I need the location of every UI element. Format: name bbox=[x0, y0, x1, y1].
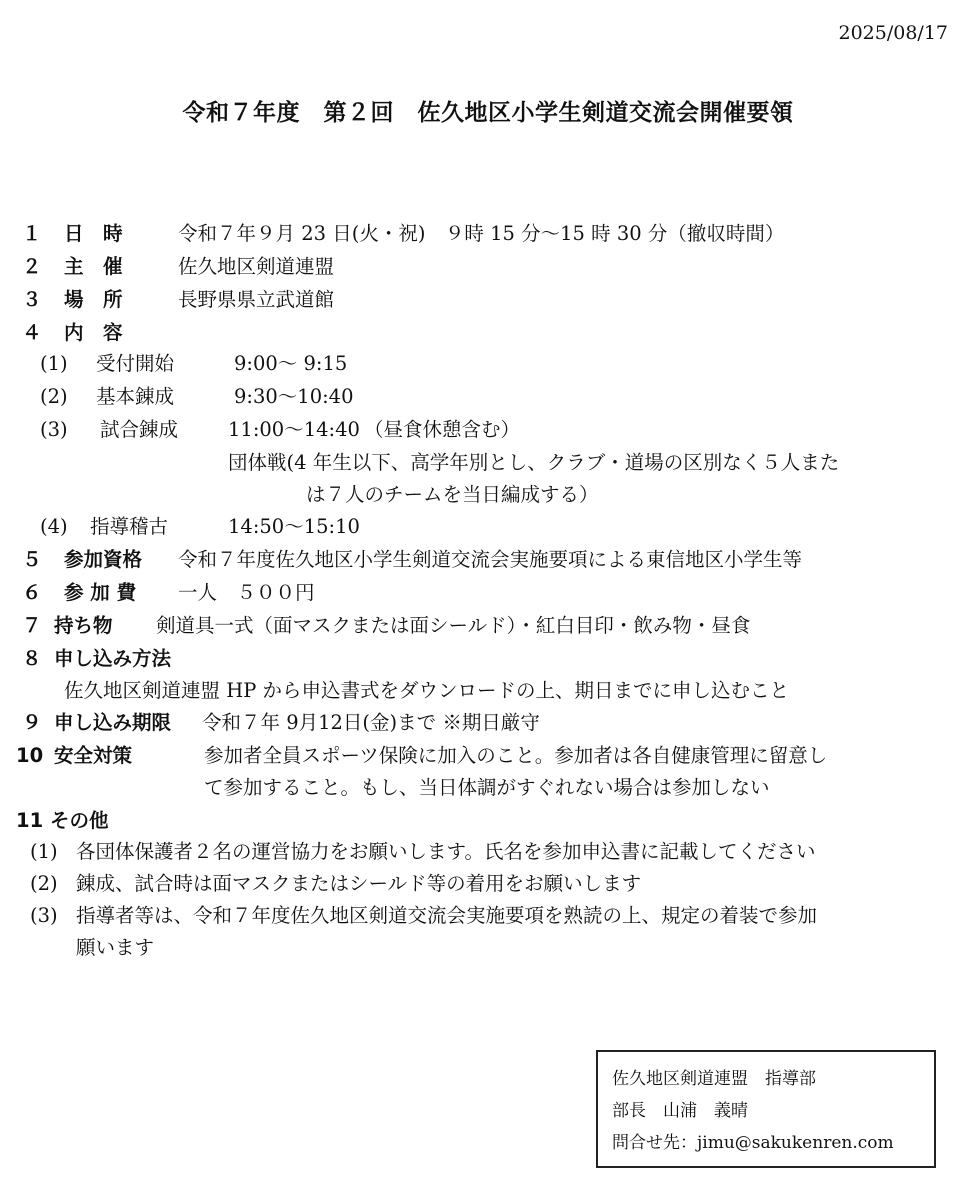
item-10-text-1: 参加者全員スポーツ保険に加入のこと。参加者は各自健康管理に留意し bbox=[204, 744, 828, 767]
item-10-text-2: て参加すること。もし、当日体調がすぐれない場合は参加しない bbox=[204, 776, 770, 799]
item-7-num: ７ bbox=[22, 614, 42, 637]
item-3-text: 長野県県立武道館 bbox=[178, 288, 335, 311]
item-1-text: 令和７年９月 23 日(火・祝) ９時 15 分～15 時 30 分（撤収時間） bbox=[178, 222, 785, 245]
item-8-num: ８ bbox=[22, 647, 42, 670]
item-5-num: ５ bbox=[22, 548, 42, 571]
other-3-text-1: 指導者等は、令和７年度佐久地区剣道交流会実施要項を熟読の上、規定の着装で参加 bbox=[76, 904, 818, 927]
item-10-num: 10 bbox=[16, 744, 44, 767]
item-2-label: 主 催 bbox=[64, 255, 123, 278]
content-3-note: （昼食休憩含む） bbox=[364, 418, 521, 441]
content-2-time: 9:30～10:40 bbox=[234, 385, 354, 408]
item-4-num: ４ bbox=[22, 321, 42, 344]
item-num: １ bbox=[22, 222, 42, 245]
item-3-label: 場 所 bbox=[64, 288, 123, 311]
item-7-text: 剣道具一式（面マスクまたは面シールド）・紅白目印・飲み物・昼食 bbox=[156, 614, 751, 637]
item-4-label: 内 容 bbox=[64, 321, 123, 344]
item-5-text: 令和７年度佐久地区小学生剣道交流会実施要項による東信地区小学生等 bbox=[178, 548, 803, 571]
other-2-num: (2) bbox=[30, 872, 58, 895]
content-2-num: (2) bbox=[40, 385, 68, 408]
content-1-num: (1) bbox=[40, 352, 68, 375]
content-4-time: 14:50～15:10 bbox=[228, 515, 360, 538]
item-10-label: 安全対策 bbox=[54, 744, 133, 767]
content-3-num: (3) bbox=[40, 418, 68, 441]
content-4-num: (4) bbox=[40, 515, 68, 538]
item-3-num: ３ bbox=[22, 288, 42, 311]
content-3-detail-2: は７人のチームを当日編成する） bbox=[306, 483, 599, 506]
contact-box bbox=[596, 1050, 936, 1168]
document-date: 2025/08/17 bbox=[838, 22, 948, 44]
content-3-time: 11:00～14:40 bbox=[228, 418, 360, 441]
item-9-num: ９ bbox=[22, 711, 42, 734]
item-11-label: その他 bbox=[50, 809, 109, 832]
document-title: 令和７年度 第２回 佐久地区小学生剣道交流会開催要領 bbox=[182, 100, 794, 126]
item-2-text: 佐久地区剣道連盟 bbox=[178, 255, 335, 278]
content-2-label: 基本錬成 bbox=[96, 385, 175, 408]
item-6-label: 参 加 費 bbox=[64, 581, 137, 604]
other-1-num: (1) bbox=[30, 840, 58, 863]
contact-org: 佐久地区剣道連盟 指導部 bbox=[612, 1069, 816, 1089]
item-1 bbox=[22, 218, 42, 250]
content-3-detail-1: 団体戦(4 年生以下、高学年別とし、クラブ・道場の区別なく５人また bbox=[228, 451, 840, 474]
item-6-num: ６ bbox=[22, 581, 42, 604]
item-9-text: 令和７年 9月12日(金)まで ※期日厳守 bbox=[202, 711, 540, 734]
other-3-text-2: 願います bbox=[76, 936, 155, 959]
other-1-text: 各団体保護者２名の運営協力をお願いします。氏名を参加申込書に記載してください bbox=[76, 840, 816, 863]
content-1-time: 9:00～ 9:15 bbox=[234, 352, 348, 375]
other-3-num: (3) bbox=[30, 904, 58, 927]
item-9-label: 申し込み期限 bbox=[54, 711, 172, 734]
item-1-label: 日 時 bbox=[64, 222, 123, 245]
item-7-label: 持ち物 bbox=[54, 614, 113, 637]
content-4-label: 指導稽古 bbox=[90, 515, 169, 538]
item-6-text: 一人 ５００円 bbox=[178, 581, 315, 604]
contact-person: 部長 山浦 義晴 bbox=[612, 1101, 748, 1121]
content-3-label: 試合錬成 bbox=[100, 418, 179, 441]
item-8-text: 佐久地区剣道連盟 HP から申込書式をダウンロードの上、期日までに申し込むこと bbox=[64, 679, 790, 702]
item-8-label: 申し込み方法 bbox=[54, 647, 172, 670]
other-2-text: 錬成、試合時は面マスクまたはシールド等の着用をお願いします bbox=[76, 872, 642, 895]
item-11-num: 11 bbox=[16, 809, 44, 832]
item-2-num: ２ bbox=[22, 255, 42, 278]
contact-email: 問合せ先：jimu@sakukenren.com bbox=[612, 1133, 894, 1153]
content-1-label: 受付開始 bbox=[96, 352, 175, 375]
item-5-label: 参加資格 bbox=[64, 548, 143, 571]
